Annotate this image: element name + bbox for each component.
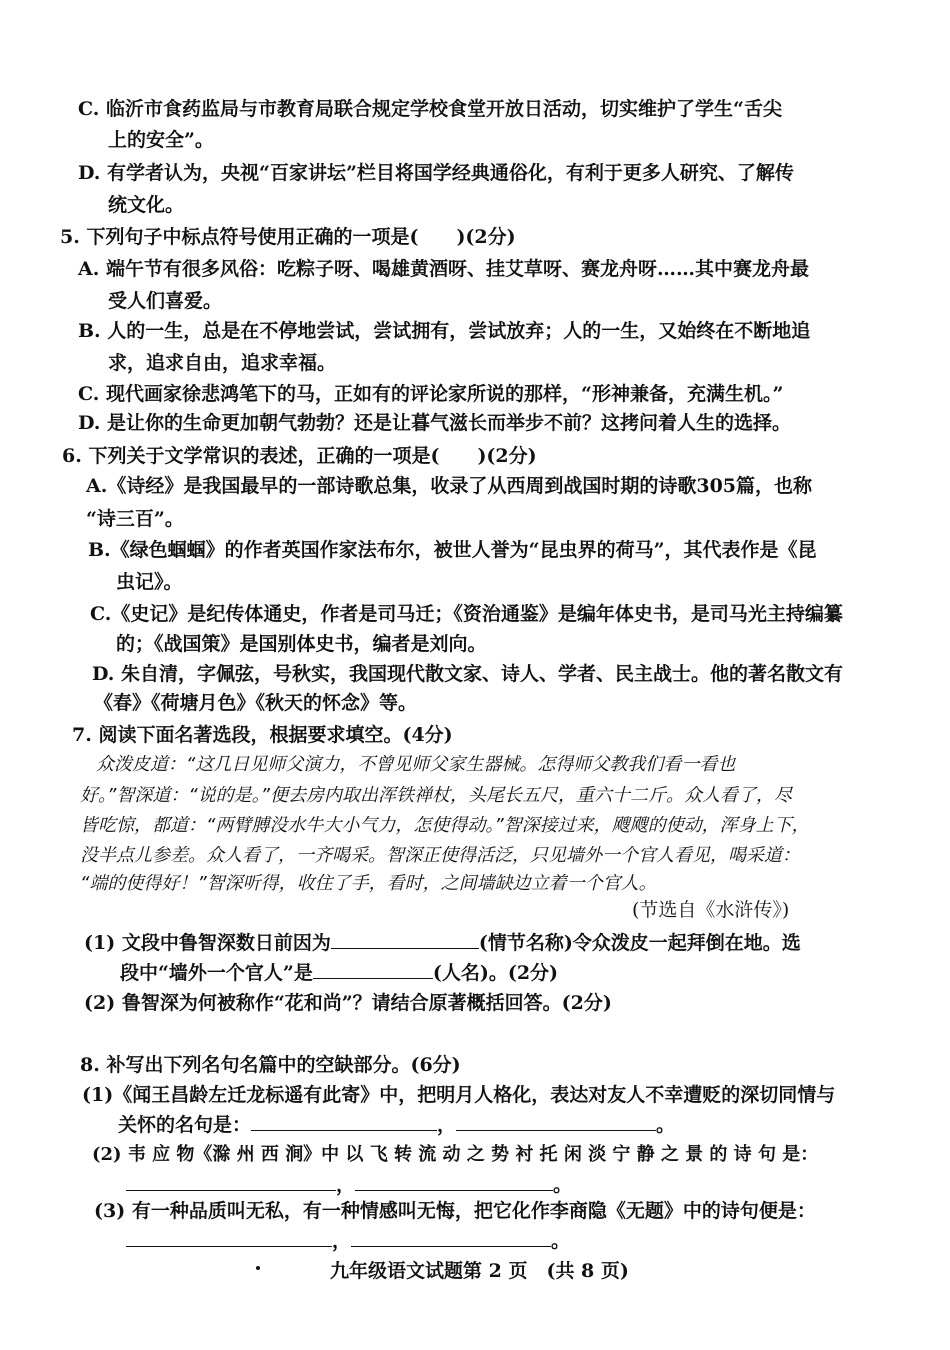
q6-option-b-line2: 虫记》。 [116, 571, 183, 593]
period: 。 [551, 1230, 571, 1252]
q6-option-c-line2: 的；《战国策》是国别体史书，编者是刘向。 [116, 633, 487, 655]
excerpt-line-1: 众泼皮道：“这几日见师父演力，不曾见师父家生器械。怎得师父教我们看一看也 [96, 754, 736, 775]
period: 。 [656, 1114, 676, 1136]
excerpt-line-2: 好。”智深道：“说的是。”便去房内取出浑铁禅杖，头尾长五尺，重六十二斤。众人看了，尽 [80, 785, 792, 806]
answer-blank-8-1b[interactable] [456, 1112, 656, 1131]
excerpt-line-3: 皆吃惊，都道：“两臂膊没水牛大小气力，怎使得动。”智深接过来，飕飕的使动，浑身上下， [80, 815, 810, 836]
q4-option-d-line1: D. 有学者认为，央视“百家讲坛”栏目将国学经典通俗化，有利于更多人研究、了解传 [78, 162, 794, 184]
q7-sub1-text-c: 段中“墙外一个官人”是 [120, 962, 313, 984]
q6-option-d-line1: D. 朱自清，字佩弦，号秋实，我国现代散文家、诗人、学者、民主战士。他的著名散文有 [92, 663, 844, 685]
q6-option-a-line1: A.《诗经》是我国最早的一部诗歌总集，收录了从西周到战国时期的诗歌305篇，也称 [86, 475, 813, 497]
q6-option-a-line2: “诗三百”。 [86, 508, 184, 530]
answer-blank-8-2a[interactable] [126, 1172, 336, 1191]
q7-sub2: (2) 鲁智深为何被称作“花和尚”？请结合原著概括回答。(2分) [84, 992, 612, 1014]
question-7: 7. 阅读下面名著选段，根据要求填空。(4分) [72, 724, 453, 746]
q7-sub1-line1 [84, 930, 801, 956]
q8-sub1-line2 [118, 1112, 675, 1138]
q8-sub3-line2 [126, 1228, 570, 1254]
answer-blank-plot[interactable] [331, 930, 479, 949]
question-5: 5. 下列句子中标点符号使用正确的一项是( )(2分) [60, 226, 516, 248]
answer-blank-8-1a[interactable] [251, 1112, 437, 1131]
q5-option-b-line2: 求，追求自由，追求幸福。 [108, 352, 337, 374]
answer-blank-8-3b[interactable] [351, 1228, 551, 1247]
answer-blank-name[interactable] [313, 960, 433, 979]
comma: ， [336, 1174, 356, 1196]
q8-sub2-line1: (2) 韦 应 物《滁 州 西 涧》中 以 飞 转 流 动 之 势 衬 托 闲 淡 宁 静 之 景 的 诗 句 是： [92, 1144, 819, 1165]
q7-sub1-text-d: (人名)。(2分) [432, 962, 559, 984]
q7-sub1-line2 [120, 960, 558, 986]
q8-sub1-line1: (1)《闻王昌龄左迁龙标遥有此寄》中，把明月人格化，表达对友人不幸遭贬的深切同情与 [82, 1084, 836, 1106]
q7-sub1-text-a: (1) 文段中鲁智深数日前因为 [84, 932, 331, 954]
q5-option-a-line2: 受人们喜爱。 [108, 290, 223, 312]
q4-option-c-line2: 上的安全”。 [108, 129, 214, 151]
comma: ， [437, 1114, 457, 1136]
period: 。 [553, 1174, 573, 1196]
q5-option-c: C. 现代画家徐悲鸿笔下的马，正如有的评论家所说的那样，“形神兼备，充满生机。” [78, 383, 784, 405]
q5-option-d: D. 是让你的生命更加朝气勃勃？还是让暮气滋长而举步不前？这拷问着人生的选择。 [78, 412, 792, 434]
q8-sub3-line1: (3) 有一种品质叫无私，有一种情感叫无悔，把它化作李商隐《无题》中的诗句便是： [94, 1200, 816, 1222]
comma: ， [332, 1230, 352, 1252]
footer-dot [256, 1266, 260, 1270]
q4-option-c-line1: C. 临沂市食药监局与市教育局联合规定学校食堂开放日活动，切实维护了学生“舌尖 [78, 98, 782, 120]
q6-option-c-line1: C.《史记》是纪传体通史，作者是司马迁；《资治通鉴》是编年体史书，是司马光主持编纂 [90, 603, 843, 625]
excerpt-line-5: “端的使得好！”智深听得，收住了手，看时，之间墙缺边立着一个官人。 [80, 873, 657, 894]
q6-option-b-line1: B.《绿色蝈蝈》的作者英国作家法布尔，被世人誉为“昆虫界的荷马”，其代表作是《昆 [88, 539, 817, 561]
page-footer: 九年级语文试题第 2 页 (共 8 页) [330, 1260, 629, 1282]
question-6: 6. 下列关于文学常识的表述，正确的一项是( )(2分) [62, 445, 537, 467]
excerpt-source: (节选自《水浒传》) [632, 899, 790, 921]
q8-sub1-label: 关怀的名句是： [118, 1114, 252, 1136]
answer-blank-8-3a[interactable] [126, 1228, 332, 1247]
q8-sub2-line2 [126, 1172, 572, 1198]
q4-option-d-line2: 统文化。 [108, 194, 185, 216]
answer-blank-8-2b[interactable] [355, 1172, 553, 1191]
excerpt-line-4: 没半点儿参差。众人看了，一齐喝采。智深正使得活泛，只见墙外一个官人看见，喝采道： [80, 845, 800, 866]
q6-option-d-line2: 《春》《荷塘月色》《秋天的怀念》等。 [94, 692, 418, 714]
question-8: 8. 补写出下列名句名篇中的空缺部分。(6分) [80, 1054, 461, 1076]
q5-option-b-line1: B. 人的一生，总是在不停地尝试，尝试拥有，尝试放弃；人的一生，又始终在不断地追 [78, 320, 811, 342]
q7-sub1-text-b: (情节名称)令众泼皮一起拜倒在地。选 [478, 932, 801, 954]
q5-option-a-line1: A. 端午节有很多风俗：吃粽子呀、喝雄黄酒呀、挂艾草呀、赛龙舟呀……其中赛龙舟最 [78, 258, 809, 280]
